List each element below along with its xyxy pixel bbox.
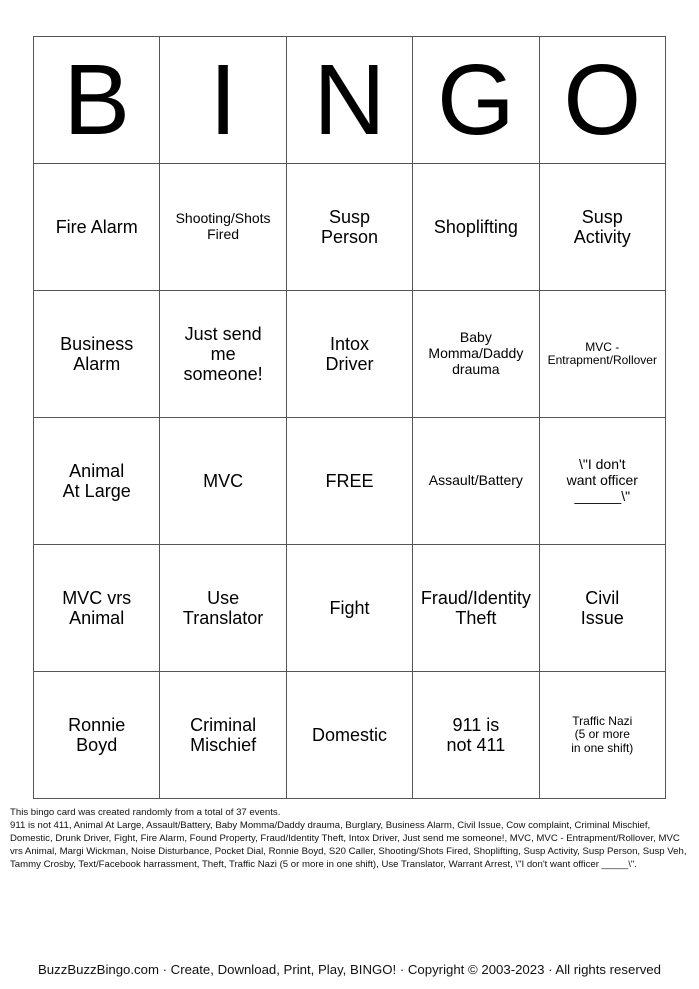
cell-text-line: Activity [573, 227, 631, 247]
bingo-cell[interactable] [160, 291, 286, 418]
cell-text-line: Ronnie [68, 714, 126, 735]
bingo-header-row [34, 37, 666, 164]
cell-text-line: Susp [328, 206, 370, 227]
cell-text-line: 911 is [452, 714, 500, 735]
cell-text-line: me [210, 343, 236, 364]
bingo-row [34, 545, 666, 672]
cell-text-line: Momma/Daddy [428, 345, 524, 362]
cell-text-line: Fired [207, 226, 240, 242]
free-space-cell[interactable] [286, 418, 412, 545]
cell-text-line: \"I don't [579, 456, 626, 473]
bingo-cell[interactable] [34, 672, 160, 799]
cell-text-line: Person [320, 227, 378, 247]
cell-text-line: MVC vrs [62, 587, 132, 608]
header-letter-i: I [160, 37, 286, 164]
bingo-row [34, 164, 666, 291]
cell-text-line: Business [60, 333, 134, 354]
bingo-cell[interactable] [413, 164, 539, 291]
cell-text-line: Animal [69, 608, 125, 628]
bingo-cell[interactable] [34, 418, 160, 545]
cell-text-line: Issue [580, 608, 624, 628]
bingo-cell[interactable] [160, 672, 286, 799]
cell-text-line: Animal [69, 460, 125, 481]
cell-text-line: Fire Alarm [55, 216, 138, 237]
bingo-cell[interactable] [413, 545, 539, 672]
cell-text-line: Susp [581, 206, 623, 227]
bingo-card [33, 36, 666, 799]
cell-text-line: Assault/Battery [428, 472, 523, 489]
bingo-cell[interactable] [539, 545, 665, 672]
cell-text-line: Fraud/Identity [420, 587, 531, 608]
cell-text-line: Civil [585, 587, 620, 608]
cell-text-line: drauma [452, 360, 500, 377]
header-letter-b: B [34, 37, 160, 164]
bingo-cell[interactable] [160, 164, 286, 291]
bingo-cell[interactable] [286, 545, 412, 672]
cell-text-line: Shoplifting [433, 216, 518, 237]
bingo-cell[interactable] [539, 418, 665, 545]
cell-text-line: MVC [203, 470, 244, 491]
cell-text-line: Fight [329, 597, 370, 618]
card-description [10, 806, 695, 871]
cell-text-line: ______\" [574, 487, 631, 504]
cell-text-line: Use [207, 587, 240, 608]
bingo-cell[interactable] [160, 418, 286, 545]
header-letter-g: G [413, 37, 539, 164]
header-letter-o: O [539, 37, 665, 164]
cell-text-line: not 411 [446, 735, 506, 755]
card-description-intro: This bingo card was created randomly from a total of 37 events. [10, 807, 281, 818]
bingo-row [34, 418, 666, 545]
cell-text-line: Alarm [73, 354, 121, 374]
cell-text-line: Baby [459, 329, 492, 346]
cell-text-line: Entrapment/Rollover [547, 353, 657, 367]
cell-text-line: Translator [182, 608, 264, 628]
cell-text-line: Boyd [76, 735, 118, 755]
cell-text-line: in one shift) [571, 740, 634, 755]
bingo-cell[interactable] [413, 291, 539, 418]
cell-text-line: At Large [62, 481, 131, 501]
bingo-cell[interactable] [286, 291, 412, 418]
cell-text-line: Mischief [190, 735, 257, 755]
bingo-cell[interactable] [539, 672, 665, 799]
cell-text-line: Traffic Nazi [572, 713, 633, 728]
footer-copyright: BuzzBuzzBingo.com · Create, Download, Print, Play, BINGO! · Copyright © 2003-2023 · All rights reserved [38, 962, 661, 977]
cell-text-line: Criminal [190, 714, 257, 735]
cell-text-line: MVC - [585, 339, 620, 354]
cell-text-line: Intox [329, 333, 369, 354]
cell-text-line: Theft [455, 608, 497, 628]
bingo-row [34, 291, 666, 418]
card-event-list: 911 is not 411, Animal At Large, Assault/Battery, Baby Momma/Daddy drauma, Burglary, Business Alarm, Civil Issue, Cow complaint, Criminal Mischief, Domestic, Drunk Driver, Fight, Fire Alarm, Found Property, Fraud/Identity Theft, Intox Driver, Just send me someone!, MVC, MVC - Entrapment/Rollover, MVC vrs Animal, Margi Wickman, Noise Disturbance, Pocket Dial, Ronnie Boyd, S20 Caller, Shooting/Shots Fired, Shoplifting, Susp Activity, Susp Person, Susp Veh, Tammy Crosby, Text/Facebook harrassment, Theft, Traffic Nazi (5 or more in one shift), Use Translator, Warrant Arrest, \"I don't want officer _____\". [10, 820, 687, 870]
bingo-cell[interactable] [539, 291, 665, 418]
header-letter-n: N [286, 37, 412, 164]
cell-text-line: someone! [183, 364, 263, 385]
cell-text-line: Shooting/Shots [175, 210, 271, 227]
cell-text-line: Just send [184, 323, 262, 344]
bingo-cell[interactable] [286, 164, 412, 291]
bingo-cell[interactable] [160, 545, 286, 672]
bingo-cell[interactable] [34, 164, 160, 291]
bingo-cell[interactable] [413, 418, 539, 545]
cell-text-line: want officer [566, 472, 638, 489]
bingo-cell[interactable] [34, 291, 160, 418]
bingo-cell[interactable] [286, 672, 412, 799]
bingo-row [34, 672, 666, 799]
cell-text-line: Driver [325, 354, 374, 374]
bingo-cell[interactable] [413, 672, 539, 799]
cell-text-line: Domestic [311, 724, 387, 745]
bingo-cell[interactable] [539, 164, 665, 291]
bingo-cell[interactable] [34, 545, 160, 672]
cell-text-line: FREE [325, 470, 374, 491]
cell-text-line: (5 or more [574, 727, 630, 742]
